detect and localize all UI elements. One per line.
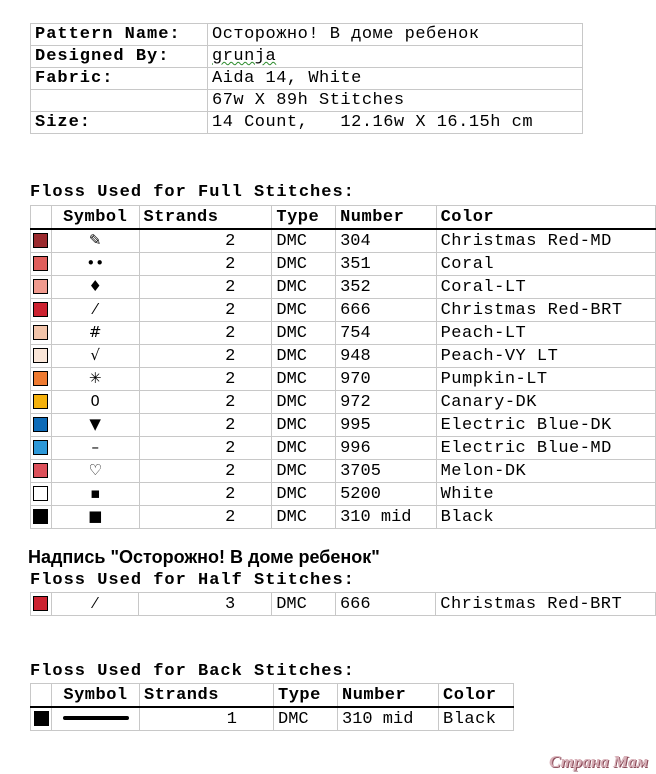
strands-cell: 2 bbox=[139, 460, 272, 483]
stitch-symbol-icon: ✎ bbox=[88, 230, 102, 249]
color-swatch bbox=[33, 463, 48, 478]
info-label: Size: bbox=[31, 112, 208, 134]
symbol-header: Symbol bbox=[52, 684, 140, 708]
number-cell: 996 bbox=[336, 437, 437, 460]
full-stitches-title: Floss Used for Full Stitches: bbox=[30, 183, 355, 202]
type-cell: DMC bbox=[272, 299, 336, 322]
half-stitches-title: Floss Used for Half Stitches: bbox=[30, 571, 355, 590]
stitch-symbol-icon: √ bbox=[90, 345, 100, 364]
color-header: Color bbox=[439, 684, 514, 708]
type-cell: DMC bbox=[272, 322, 336, 345]
info-value: Осторожно! В доме ребенок bbox=[208, 24, 583, 46]
color-swatch bbox=[33, 394, 48, 409]
symbol-cell bbox=[51, 322, 139, 345]
number-cell: 310 mid bbox=[338, 707, 439, 731]
table-row bbox=[31, 593, 656, 616]
symbol-cell bbox=[52, 707, 140, 731]
number-cell: 304 bbox=[336, 229, 437, 253]
swatch-cell bbox=[31, 391, 52, 414]
symbol-cell bbox=[51, 414, 139, 437]
number-cell: 351 bbox=[336, 253, 437, 276]
type-cell: DMC bbox=[272, 483, 336, 506]
info-label: Pattern Name: bbox=[31, 24, 208, 46]
strands-cell: 2 bbox=[139, 299, 272, 322]
type-header: Type bbox=[272, 206, 336, 230]
table-row bbox=[31, 437, 656, 460]
color-name-cell: Pumpkin-LT bbox=[436, 368, 655, 391]
swatch-cell bbox=[31, 506, 52, 529]
symbol-cell bbox=[51, 253, 139, 276]
half-stitches-table bbox=[30, 592, 656, 616]
stitch-symbol-icon: ▪ bbox=[90, 483, 101, 502]
stitch-symbol-icon: ♦ bbox=[88, 276, 102, 295]
color-name-cell: Electric Blue-DK bbox=[436, 414, 655, 437]
info-row-designed-by bbox=[31, 46, 583, 68]
table-row bbox=[31, 345, 656, 368]
info-label bbox=[31, 90, 208, 112]
half-stitches-body bbox=[31, 593, 656, 616]
color-swatch bbox=[33, 348, 48, 363]
strands-cell: 2 bbox=[139, 437, 272, 460]
symbol-cell bbox=[51, 229, 139, 253]
table-row bbox=[31, 483, 656, 506]
info-value: 67w X 89h Stitches bbox=[208, 90, 583, 112]
number-cell: 5200 bbox=[336, 483, 437, 506]
swatch-cell bbox=[31, 437, 52, 460]
swatch-header bbox=[31, 206, 52, 230]
symbol-cell bbox=[51, 391, 139, 414]
color-swatch bbox=[33, 371, 48, 386]
swatch-cell bbox=[31, 707, 52, 731]
table-row bbox=[31, 707, 514, 731]
designer-name: grunja bbox=[212, 47, 277, 66]
info-row-pattern-name bbox=[31, 24, 583, 46]
color-swatch bbox=[33, 486, 48, 501]
color-swatch bbox=[33, 325, 48, 340]
number-cell: 310 mid bbox=[336, 506, 437, 529]
type-header: Type bbox=[274, 684, 338, 708]
type-cell: DMC bbox=[272, 506, 336, 529]
info-row-fabric bbox=[31, 68, 583, 90]
info-row-size bbox=[31, 112, 583, 134]
strands-cell: 2 bbox=[139, 414, 272, 437]
color-swatch bbox=[33, 233, 48, 248]
stitch-symbol-icon: – bbox=[91, 437, 99, 456]
number-cell: 352 bbox=[336, 276, 437, 299]
number-cell: 666 bbox=[335, 593, 435, 616]
stitch-symbol-icon: ▼ bbox=[89, 414, 101, 433]
swatch-cell bbox=[31, 276, 52, 299]
type-cell: DMC bbox=[272, 414, 336, 437]
swatch-cell bbox=[31, 414, 52, 437]
stitch-symbol-icon: # bbox=[88, 322, 102, 341]
number-cell: 3705 bbox=[336, 460, 437, 483]
color-swatch bbox=[33, 302, 48, 317]
type-cell: DMC bbox=[272, 437, 336, 460]
info-row-stitches bbox=[31, 90, 583, 112]
symbol-header: Symbol bbox=[51, 206, 139, 230]
color-name-cell: Electric Blue-MD bbox=[436, 437, 655, 460]
color-name-cell: White bbox=[436, 483, 655, 506]
table-row bbox=[31, 299, 656, 322]
type-cell: DMC bbox=[274, 707, 338, 731]
swatch-cell bbox=[31, 460, 52, 483]
color-name-cell: Christmas Red-BRT bbox=[436, 593, 656, 616]
inscription-caption: Надпись "Осторожно! В доме ребенок" bbox=[28, 547, 380, 567]
table-row bbox=[31, 253, 656, 276]
table-row bbox=[31, 368, 656, 391]
swatch-cell bbox=[31, 368, 52, 391]
strands-cell: 2 bbox=[139, 391, 272, 414]
table-row bbox=[31, 460, 656, 483]
color-name-cell: Melon-DK bbox=[436, 460, 655, 483]
swatch-cell bbox=[31, 299, 52, 322]
swatch-cell bbox=[31, 483, 52, 506]
table-row bbox=[31, 276, 656, 299]
info-value: Aida 14, White bbox=[208, 68, 583, 90]
table-row bbox=[31, 322, 656, 345]
type-cell: DMC bbox=[272, 276, 336, 299]
type-cell: DMC bbox=[272, 391, 336, 414]
swatch-header bbox=[31, 684, 52, 708]
back-stitches-body bbox=[31, 707, 514, 731]
info-value bbox=[208, 46, 583, 68]
swatch-cell bbox=[31, 229, 52, 253]
back-stitches-table bbox=[30, 683, 514, 731]
stitch-symbol-icon: •• bbox=[86, 253, 105, 272]
info-label: Designed By: bbox=[31, 46, 208, 68]
type-cell: DMC bbox=[272, 368, 336, 391]
color-name-cell: Christmas Red-MD bbox=[436, 229, 655, 253]
table-row bbox=[31, 229, 656, 253]
swatch-cell bbox=[31, 593, 52, 616]
back-stitches-title: Floss Used for Back Stitches: bbox=[30, 662, 355, 681]
number-cell: 995 bbox=[336, 414, 437, 437]
watermark-logo: Страна Мам bbox=[548, 752, 648, 771]
symbol-cell bbox=[51, 483, 139, 506]
type-cell: DMC bbox=[272, 345, 336, 368]
type-cell: DMC bbox=[272, 253, 336, 276]
strands-cell: 2 bbox=[139, 483, 272, 506]
info-value: 14 Count, 12.16w X 16.15h cm bbox=[208, 112, 583, 134]
color-swatch bbox=[33, 279, 48, 294]
color-swatch bbox=[33, 256, 48, 271]
symbol-cell bbox=[51, 276, 139, 299]
number-header: Number bbox=[338, 684, 439, 708]
table-header-row bbox=[31, 206, 656, 230]
swatch-cell bbox=[31, 253, 52, 276]
type-cell: DMC bbox=[272, 229, 336, 253]
info-label: Fabric: bbox=[31, 68, 208, 90]
color-name-cell: Peach-VY LT bbox=[436, 345, 655, 368]
color-name-cell: Coral-LT bbox=[436, 276, 655, 299]
stitch-symbol-icon: ✳ bbox=[88, 368, 102, 387]
table-row bbox=[31, 391, 656, 414]
color-name-cell: Black bbox=[436, 506, 655, 529]
color-header: Color bbox=[436, 206, 655, 230]
table-row bbox=[31, 414, 656, 437]
symbol-cell bbox=[51, 506, 139, 529]
strands-cell: 2 bbox=[139, 345, 272, 368]
color-swatch bbox=[33, 509, 48, 524]
number-cell: 948 bbox=[336, 345, 437, 368]
strands-cell: 2 bbox=[139, 368, 272, 391]
symbol-cell bbox=[51, 299, 139, 322]
number-cell: 754 bbox=[336, 322, 437, 345]
table-header-row bbox=[31, 684, 514, 708]
strands-header: Strands bbox=[139, 206, 272, 230]
stitch-symbol-icon: ♡ bbox=[88, 460, 102, 479]
number-cell: 666 bbox=[336, 299, 437, 322]
symbol-cell bbox=[51, 437, 139, 460]
color-swatch bbox=[33, 440, 48, 455]
number-cell: 972 bbox=[336, 391, 437, 414]
strands-cell: 2 bbox=[139, 229, 272, 253]
stitch-symbol-icon: ■ bbox=[88, 506, 103, 525]
strands-cell: 2 bbox=[139, 506, 272, 529]
color-swatch bbox=[34, 711, 49, 726]
type-cell: DMC bbox=[272, 460, 336, 483]
strands-header: Strands bbox=[140, 684, 274, 708]
full-stitches-body bbox=[31, 229, 656, 529]
symbol-cell bbox=[51, 593, 138, 616]
symbol-cell bbox=[51, 368, 139, 391]
strands-cell: 2 bbox=[139, 322, 272, 345]
swatch-cell bbox=[31, 345, 52, 368]
table-row bbox=[31, 506, 656, 529]
number-header: Number bbox=[336, 206, 437, 230]
color-name-cell: Black bbox=[439, 707, 514, 731]
strands-cell: 2 bbox=[139, 276, 272, 299]
color-name-cell: Peach-LT bbox=[436, 322, 655, 345]
strands-cell: 2 bbox=[139, 253, 272, 276]
color-swatch bbox=[33, 596, 48, 611]
symbol-cell bbox=[51, 345, 139, 368]
stitch-symbol-icon: ⁄ bbox=[93, 299, 97, 318]
strands-cell: 1 bbox=[140, 707, 274, 731]
pattern-info-table bbox=[30, 23, 583, 134]
stitch-symbol-icon: ⁄ bbox=[93, 593, 97, 612]
color-name-cell: Coral bbox=[436, 253, 655, 276]
backstitch-line-icon bbox=[63, 716, 129, 720]
color-swatch bbox=[33, 417, 48, 432]
strands-cell: 3 bbox=[139, 593, 272, 616]
stitch-symbol-icon: 0 bbox=[90, 391, 100, 410]
symbol-cell bbox=[51, 460, 139, 483]
type-cell: DMC bbox=[272, 593, 336, 616]
full-stitches-table bbox=[30, 205, 656, 529]
number-cell: 970 bbox=[336, 368, 437, 391]
swatch-cell bbox=[31, 322, 52, 345]
color-name-cell: Christmas Red-BRT bbox=[436, 299, 655, 322]
color-name-cell: Canary-DK bbox=[436, 391, 655, 414]
